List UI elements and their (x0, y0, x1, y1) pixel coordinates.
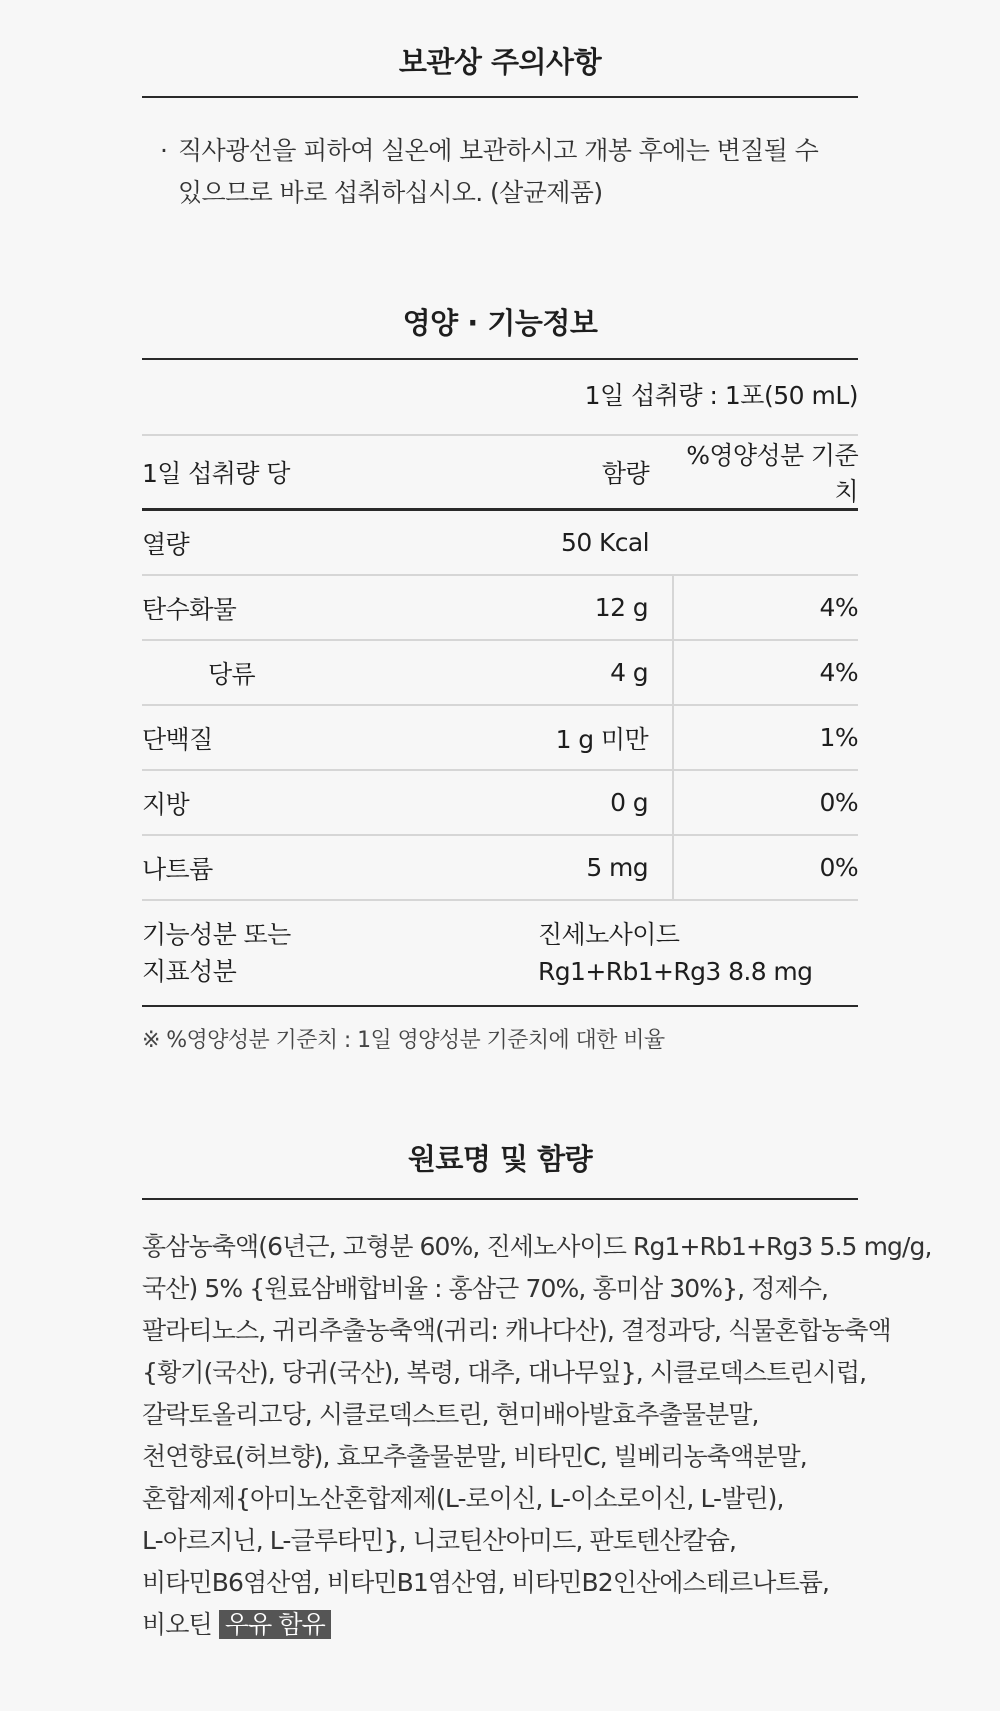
row-name: 지방 (142, 770, 538, 835)
storage-divider (142, 96, 858, 98)
row-amount: 50 Kcal (538, 510, 673, 576)
nutrition-section (142, 302, 858, 1057)
table-row (142, 770, 858, 835)
ingredient-line-last (142, 1604, 858, 1646)
daily-value-note: ※ %영양성분 기준치 : 1일 영양성분 기준치에 대한 비율 (142, 1028, 665, 1053)
ingredient-last-text: 비오틴 (142, 1610, 212, 1639)
table-row (142, 575, 858, 640)
storage-line-1: 직사광선을 피하여 실온에 보관하시고 개봉 후에는 변질될 수 (178, 136, 819, 165)
row-name: 단백질 (142, 705, 538, 770)
nutrition-table (142, 436, 858, 1007)
functional-row (142, 900, 858, 1006)
bullet-dot: · (160, 136, 168, 165)
serving-size: 1일 섭취량 : 1포(50 mL) (584, 381, 858, 410)
ingredients-text (142, 1226, 932, 1646)
row-amount: 12 g (538, 575, 673, 640)
ingredient-line: 홍삼농축액(6년근, 고형분 60%, 진세노사이드 Rg1+Rb1+Rg3 5.5 mg/g, (142, 1232, 932, 1261)
storage-line-2: 있으므로 바로 섭취하십시오. (살균제품) (178, 178, 603, 207)
table-row (142, 705, 858, 770)
storage-title: 보관상 주의사항 (398, 45, 602, 79)
table-row (142, 510, 858, 576)
functional-value (538, 900, 858, 1006)
row-daily-value: 4% (673, 575, 858, 640)
row-amount: 0 g (538, 770, 673, 835)
nutrition-title: 영양 · 기능정보 (402, 306, 598, 340)
functional-label (142, 900, 538, 1006)
ingredient-line: 비타민B6염산염, 비타민B1염산염, 비타민B2인산에스테르나트륨, (142, 1568, 830, 1597)
allergen-badge: 우유 함유 (219, 1610, 331, 1639)
table-row (142, 640, 858, 705)
functional-label-line-2: 지표성분 (142, 957, 237, 986)
ingredient-line: {황기(국산), 당귀(국산), 복령, 대추, 대나무잎}, 시클로덱스트린시럽, (142, 1358, 867, 1387)
storage-text (142, 130, 858, 214)
ingredient-line: 천연향료(허브향), 효모추출물분말, 비타민C, 빌베리농축액분말, (142, 1442, 807, 1471)
row-daily-value: 4% (673, 640, 858, 705)
row-daily-value: 1% (673, 705, 858, 770)
row-amount: 5 mg (538, 835, 673, 900)
storage-section (142, 42, 858, 214)
row-amount: 1 g 미만 (538, 705, 673, 770)
ingredient-line: 혼합제제{아미노산혼합제제(L-로이신, L-이소로이신, L-발린), (142, 1484, 784, 1513)
row-name: 나트륨 (142, 835, 538, 900)
row-daily-value: 0% (673, 770, 858, 835)
ingredient-line: 국산) 5% {원료삼배합비율 : 홍삼근 70%, 홍미삼 30%}, 정제수, (142, 1274, 828, 1303)
row-daily-value: 0% (673, 835, 858, 900)
ingredient-line: 팔라티노스, 귀리추출농축액(귀리: 캐나다산), 결정과당, 식물혼합농축액 (142, 1316, 891, 1345)
row-daily-value (673, 510, 858, 576)
functional-value-line-2: Rg1+Rb1+Rg3 8.8 mg (538, 957, 813, 986)
row-amount: 4 g (538, 640, 673, 705)
header-item: 1일 섭취량 당 (142, 436, 538, 510)
ingredients-section (142, 1138, 932, 1646)
row-name: 당류 (142, 640, 538, 705)
row-name: 탄수화물 (142, 575, 538, 640)
row-name: 열량 (142, 510, 538, 576)
ingredients-title: 원료명 및 함량 (407, 1142, 593, 1176)
header-amount: 함량 (538, 436, 673, 510)
table-row (142, 835, 858, 900)
ingredient-line: 갈락토올리고당, 시클로덱스트린, 현미배아발효추출물분말, (142, 1400, 759, 1429)
ingredient-line: L-아르지닌, L-글루타민}, 니코틴산아미드, 판토텐산칼슘, (142, 1526, 737, 1555)
functional-label-line-1: 기능성분 또는 (142, 920, 291, 949)
header-daily-value: %영양성분 기준치 (673, 436, 858, 510)
table-header-row (142, 436, 858, 510)
ingredients-divider (142, 1198, 858, 1200)
functional-value-line-1: 진세노사이드 (538, 920, 680, 949)
